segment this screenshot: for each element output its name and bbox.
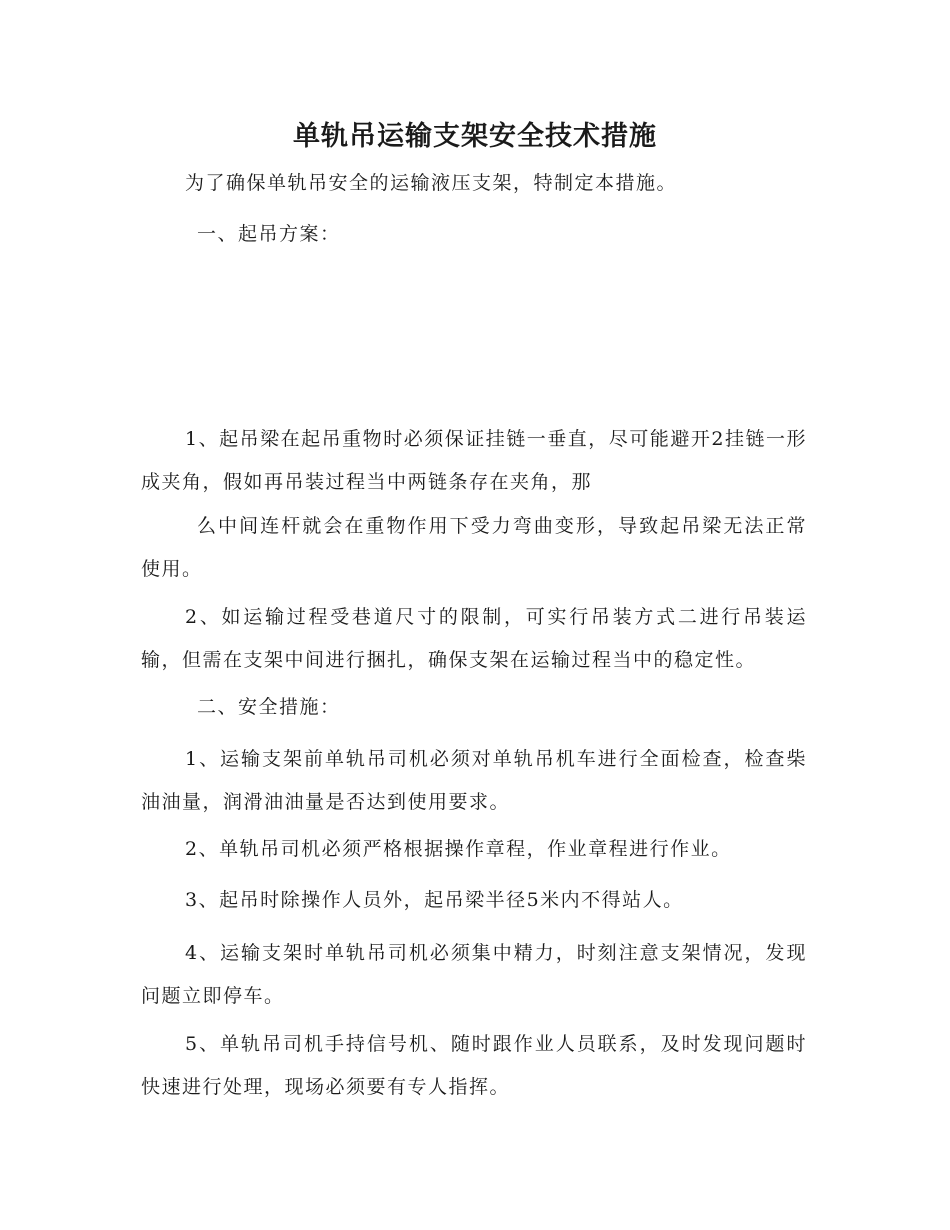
list-item: 5、单轨吊司机手持信号机、随时跟作业人员联系，及时发现问题时快速进行处理，现场必须要有专人指挥。 xyxy=(141,1033,807,1098)
document-title: 单轨吊运输支架安全技术措施 xyxy=(293,121,657,152)
list-item: 么中间连杆就会在重物作用下受力弯曲变形，导致起吊梁无法正常使用。 xyxy=(141,515,807,580)
list-item: 3、起吊时除操作人员外，起吊梁半径5米内不得站人。 xyxy=(185,889,684,911)
list-item: 2、如运输过程受巷道尺寸的限制，可实行吊装方式二进行吊装运输，但需在支架中间进行捆扎，确保支架在运输过程当中的稳定性。 xyxy=(141,606,807,671)
section-heading-safety-measures: 二、安全措施： xyxy=(197,696,341,718)
list-item: 2、单轨吊司机必须严格根据操作章程，作业章程进行作业。 xyxy=(185,838,732,860)
section-heading-lifting-plan: 一、起吊方案： xyxy=(197,223,341,245)
list-item: 1、起吊梁在起吊重物时必须保证挂链一垂直，尽可能避开2挂链一形成夹角，假如再吊装过程当中两链条存在夹角，那 xyxy=(141,428,807,493)
list-item: 4、运输支架时单轨吊司机必须集中精力，时刻注意支架情况，发现问题立即停车。 xyxy=(141,942,807,1007)
list-item: 1、运输支架前单轨吊司机必须对单轨吊机车进行全面检查，检查柴油油量，润滑油油量是否达到使用要求。 xyxy=(141,748,807,813)
intro-paragraph: 为了确保单轨吊安全的运输液压支架，特制定本措施。 xyxy=(185,172,678,194)
